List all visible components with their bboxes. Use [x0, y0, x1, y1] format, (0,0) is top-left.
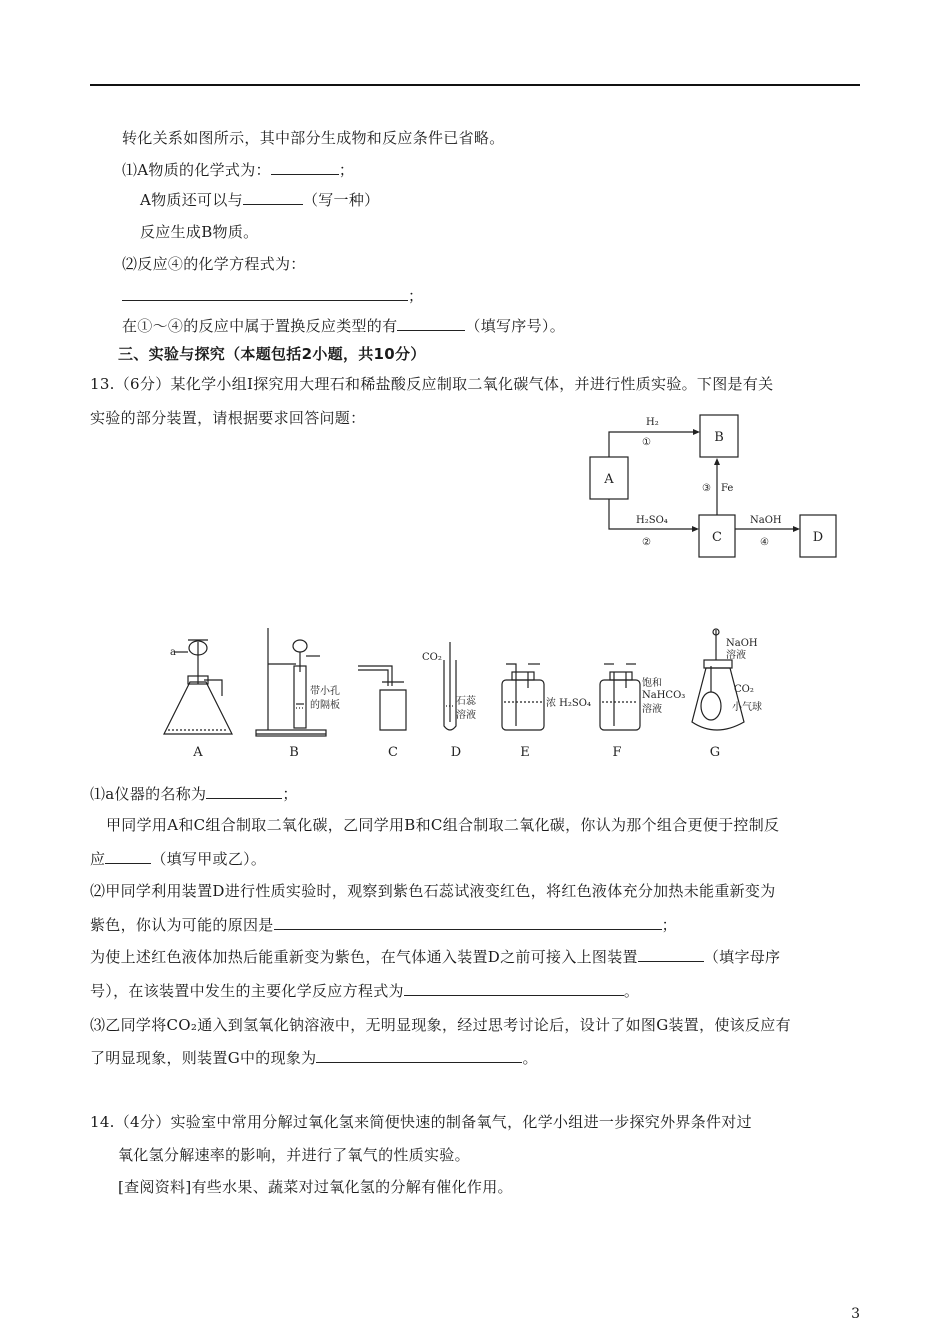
g-note-2: 溶液	[726, 650, 746, 661]
q2-answer-line: ；	[122, 286, 423, 306]
q13-p1: ⑴a仪器的名称为 ；	[90, 785, 298, 803]
q14-line1: 14.（4分）实验室中常用分解过氧化氢来简便快速的制备氧气，化学小组进一步探究外界条件对过	[90, 1113, 752, 1131]
reagent-h2: H₂	[646, 417, 659, 428]
apparatus-f	[600, 664, 640, 730]
apparatus-label-b: B	[289, 745, 299, 760]
apparatus-label-a: A	[193, 745, 203, 760]
q13-p3-line2: 了明显现象，则装置G中的现象为 。	[90, 1049, 538, 1067]
apparatus-figure	[160, 622, 800, 764]
q13-line2: 实验的部分装置，请根据要求回答问题：	[90, 409, 366, 427]
apparatus-label-g: G	[709, 745, 721, 760]
answer-blank[interactable]	[397, 316, 465, 331]
answer-blank[interactable]	[316, 1048, 522, 1063]
q13-p2-line1: ⑵甲同学利用装置D进行性质实验时，观察到紫色石蕊试液变红色，将红色液体充分加热未能重新变为	[90, 882, 776, 900]
b-note-2: 的隔板	[310, 700, 340, 711]
g-note-1: NaOH	[726, 638, 758, 649]
f-note-3: 溶液	[642, 704, 662, 715]
apparatus-b	[256, 628, 326, 736]
apparatus-e	[502, 664, 544, 730]
page-number: 3	[851, 1306, 860, 1322]
apparatus-label-c: C	[388, 745, 398, 760]
reagent-naoh: NaOH	[750, 515, 782, 526]
b-note-1: 带小孔	[310, 686, 340, 697]
label-b: B	[714, 430, 724, 445]
q1b: A物质还可以与 （写一种）	[140, 191, 380, 209]
section-heading: 三、实验与探究（本题包括2小题，共10分）	[118, 345, 426, 363]
apparatus-d	[444, 642, 456, 730]
step-1: ①	[642, 437, 651, 448]
header-rule	[90, 84, 860, 86]
answer-blank[interactable]	[122, 286, 408, 301]
apparatus-label-e: E	[520, 745, 530, 760]
g-co2: CO₂	[734, 684, 754, 695]
label-d: D	[812, 530, 824, 545]
label-c: C	[712, 530, 722, 545]
apparatus-label-d: D	[450, 745, 462, 760]
step-4: ④	[760, 537, 769, 548]
step-2: ②	[642, 537, 651, 548]
answer-blank[interactable]	[105, 849, 151, 864]
q13-p1-line2: 甲同学用A和C组合制取二氧化碳，乙同学用B和C组合制取二氧化碳，你认为那个组合更便于控制反	[106, 816, 780, 834]
reaction-flow-diagram	[580, 405, 850, 570]
q13-p2-line4: 号），在该装置中发生的主要化学反应方程式为 。	[90, 982, 640, 1000]
reagent-h2so4: H₂SO₄	[636, 515, 668, 526]
apparatus-label-f: F	[612, 745, 622, 760]
d-co2: CO₂	[422, 652, 442, 663]
f-note-1: 饱和	[642, 678, 662, 689]
d-note-1: 石蕊	[456, 696, 476, 707]
answer-blank[interactable]	[638, 947, 704, 962]
step-3: ③	[702, 483, 711, 494]
answer-blank[interactable]	[274, 915, 662, 930]
q13-p3-line1: ⑶乙同学将CO₂通入到氢氧化钠溶液中，无明显现象，经过思考讨论后，设计了如图G装置，使该反应有	[90, 1016, 791, 1034]
q14-line3: [查阅资料]有些水果、蔬菜对过氧化氢的分解有催化作用。	[118, 1178, 513, 1196]
q13-p1-line3: 应 （填写甲或乙）。	[90, 850, 267, 868]
answer-blank[interactable]	[206, 784, 282, 799]
e-note: 浓 H₂SO₄	[546, 698, 591, 709]
answer-blank[interactable]	[271, 160, 339, 175]
apparatus-c	[358, 666, 406, 730]
q13-p2-line3: 为使上述红色液体加热后能重新变为紫色，在气体通入装置D之前可接入上图装置 （填字母序	[90, 948, 781, 966]
arrow-a-b	[609, 432, 698, 457]
d-note-2: 溶液	[456, 710, 476, 721]
answer-blank[interactable]	[243, 190, 303, 205]
reagent-fe: Fe	[721, 483, 734, 494]
q1c: 反应生成B物质。	[140, 223, 259, 241]
answer-blank[interactable]	[404, 981, 624, 996]
q2: ⑵反应④的化学方程式为：	[122, 255, 306, 273]
q13-p2-line2: 紫色，你认为可能的原因是 ；	[90, 916, 677, 934]
intro-line: 转化关系如图所示，其中部分生成物和反应条件已省略。	[122, 129, 505, 147]
g-note-3: 小气球	[732, 702, 762, 713]
q3: 在①～④的反应中属于置换反应类型的有 （填写序号）。	[122, 317, 566, 335]
f-note-2: NaHCO₃	[642, 690, 686, 701]
q13-line1: 13.（6分）某化学小组Ⅰ探究用大理石和稀盐酸反应制取二氧化碳气体，并进行性质实验。下图是有关	[90, 375, 774, 393]
label-funnel-a: a	[170, 647, 176, 658]
label-a: A	[604, 472, 614, 487]
q1a: ⑴A物质的化学式为： ；	[122, 161, 355, 179]
q14-line2: 氧化氢分解速率的影响，并进行了氧气的性质实验。	[118, 1146, 470, 1164]
